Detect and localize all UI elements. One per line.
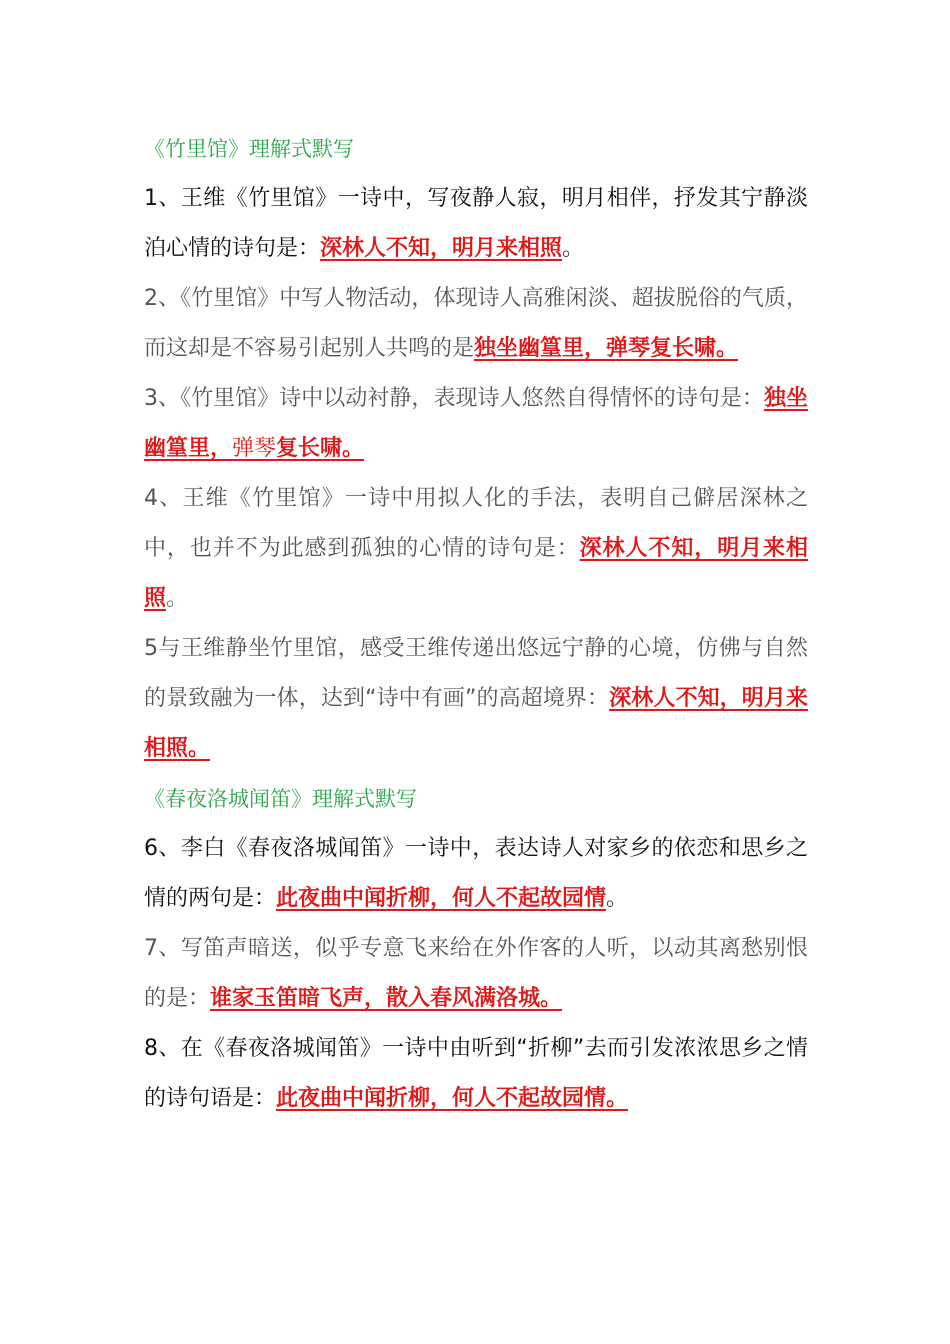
question-6-tail: 。	[606, 886, 629, 911]
question-4	[144, 474, 808, 624]
question-8-prompt: 8、在《春夜洛城闻笛》一诗中由听到“折柳”去而引发浓浓思乡之情的诗句语是：	[144, 1036, 808, 1111]
question-1-tail: 。	[562, 236, 585, 261]
question-7-answer: 谁家玉笛暗飞声，散入春风满洛城。	[210, 986, 563, 1011]
question-6-prompt: 6、李白《春夜洛城闻笛》一诗中，表达诗人对家乡的依恋和思乡之情的两句是：	[144, 836, 808, 911]
question-7	[144, 924, 808, 1024]
question-1	[144, 174, 808, 274]
question-8-answer: 此夜曲中闻折柳，何人不起故园情。	[276, 1086, 629, 1111]
question-4-prompt: 4、王维《竹里馆》一诗中用拟人化的手法，表明自己僻居深林之中，也并不为此感到孤独的心情的诗句是：	[144, 486, 808, 561]
question-1-answer: 深林人不知，明月来相照	[320, 236, 563, 261]
section-heading-zhuliguan: 《竹里馆》理解式默写	[144, 137, 354, 161]
question-6-answer: 此夜曲中闻折柳，何人不起故园情	[276, 886, 607, 911]
question-8	[144, 1024, 808, 1124]
question-6	[144, 824, 808, 924]
question-5-prompt: 5与王维静坐竹里馆，感受王维传递出悠远宁静的心境，仿佛与自然的景致融为一体，达到“诗中有画”的高超境界：	[144, 636, 808, 711]
question-3-prompt: 3、《竹里馆》诗中以动衬静，表现诗人悠然自得情怀的诗句是：	[144, 386, 764, 411]
question-4-tail: 。	[166, 586, 189, 611]
question-5	[144, 624, 808, 774]
section-heading-chunye: 《春夜洛城闻笛》理解式默写	[144, 787, 417, 811]
question-1-prompt: 1、王维《竹里馆》一诗中，写夜静人寂，明月相伴，抒发其宁静淡泊心情的诗句是：	[144, 186, 808, 261]
document-page	[144, 124, 808, 1124]
question-2	[144, 274, 808, 374]
question-5-answer: 深林人不知，明月来相照。	[144, 686, 808, 761]
question-3-answer-part-c: 复长啸。	[276, 436, 365, 461]
question-2-answer: 独坐幽篁里，弹琴复长啸。	[474, 336, 739, 361]
question-4-answer: 深林人不知，明月来相照	[144, 536, 808, 611]
question-3-answer-part-b: 弹琴	[232, 436, 277, 461]
question-7-prompt: 7、写笛声暗送，似乎专意飞来给在外作客的人听，以动其离愁别恨的是：	[144, 936, 808, 1011]
question-3-answer-part-a: 独坐幽篁里，	[144, 386, 808, 461]
question-2-prompt: 2、《竹里馆》中写人物活动，体现诗人高雅闲淡、超拔脱俗的气质，而这却是不容易引起别人共鸣的是	[144, 286, 808, 361]
question-3	[144, 374, 808, 474]
